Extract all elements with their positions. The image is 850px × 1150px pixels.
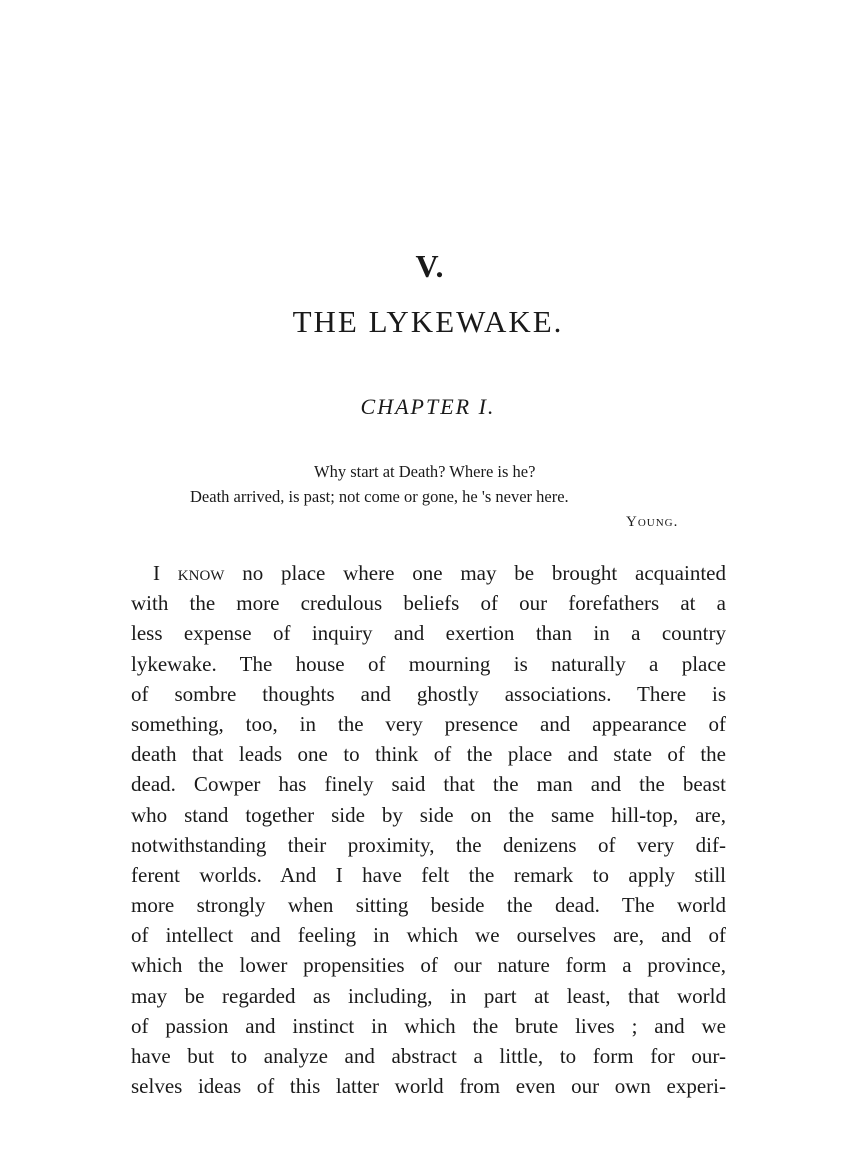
body-line: of passion and instinct in which the brute lives ; and we [131,1013,726,1038]
body-line: of intellect and feeling in which we ourselves are, and of [131,923,726,948]
body-line: less expense of inquiry and exertion than in a country [131,621,726,646]
body-line: dead. Cowper has finely said that the man and the beast [131,772,726,797]
body-line: have but to analyze and abstract a little, to form for our- [131,1044,726,1068]
body-line: ferent worlds. And I have felt the remark to apply still [131,862,726,887]
body-line: more strongly when sitting beside the dead. The world [131,893,726,918]
page-title: THE LYKEWAKE. [292,304,564,339]
body-line: death that leads one to think of the place and state of the [131,742,726,767]
body-line: who stand together side by side on the same hill-top, are, [131,802,726,827]
body-line: with the more credulous beliefs of our forefathers at a [131,591,726,616]
body-line: lykewake. The house of mourning is naturally a place [131,651,726,676]
book-page: V. THE LYKEWAKE. CHAPTER I. Why start at Death? Where is he? Death arrived, is past; not come or gone, he 's never here. Young. I know no place where one may be brought acquainted with the more credulous beliefs of our forefathers at a less expense of inquiry and exertion than in a country lykewake. The house of mourning is naturally a place of sombre thoughts and ghostly associations. There is something, too, in the very presence and appearance of death that leads one to think of the place and state of the dead. Cowper has finely said that the man and the beast who stand together side by side on the same hill-top, are, notwithstanding their proximity, the denizens of very dif- ferent worlds. And I have felt the remark to apply still more strongly when sitting beside the dead. The world of intellect and feeling in which we ourselves are, and of which the lower propensities of our nature form a province, may be regarded as including, in part at least, that world of passion and instinct in which the brute lives ; and we have but to analyze and abstract a little, to form for our- selves ideas of this latter world from even our own experi- [0,0,850,1150]
body-line: selves ideas of this latter world from even our own experi- [131,1074,726,1099]
body-line: of sombre thoughts and ghostly associations. There is [131,681,726,706]
first-word-rest: know [177,561,225,585]
body-line: I know no place where one may be brought acquainted [153,561,726,585]
first-word-initial: I [153,561,160,585]
body-paragraph [131,558,726,1101]
chapter-heading: CHAPTER I. [360,394,496,419]
body-line: may be regarded as including, in part at least, that world [131,983,726,1008]
body-line: which the lower propensities of our nature form a province, [131,953,726,978]
body-line: notwithstanding their proximity, the denizens of very dif- [131,832,726,857]
part-number: V. [415,248,445,284]
body-line: something, too, in the very presence and appearance of [131,711,726,736]
